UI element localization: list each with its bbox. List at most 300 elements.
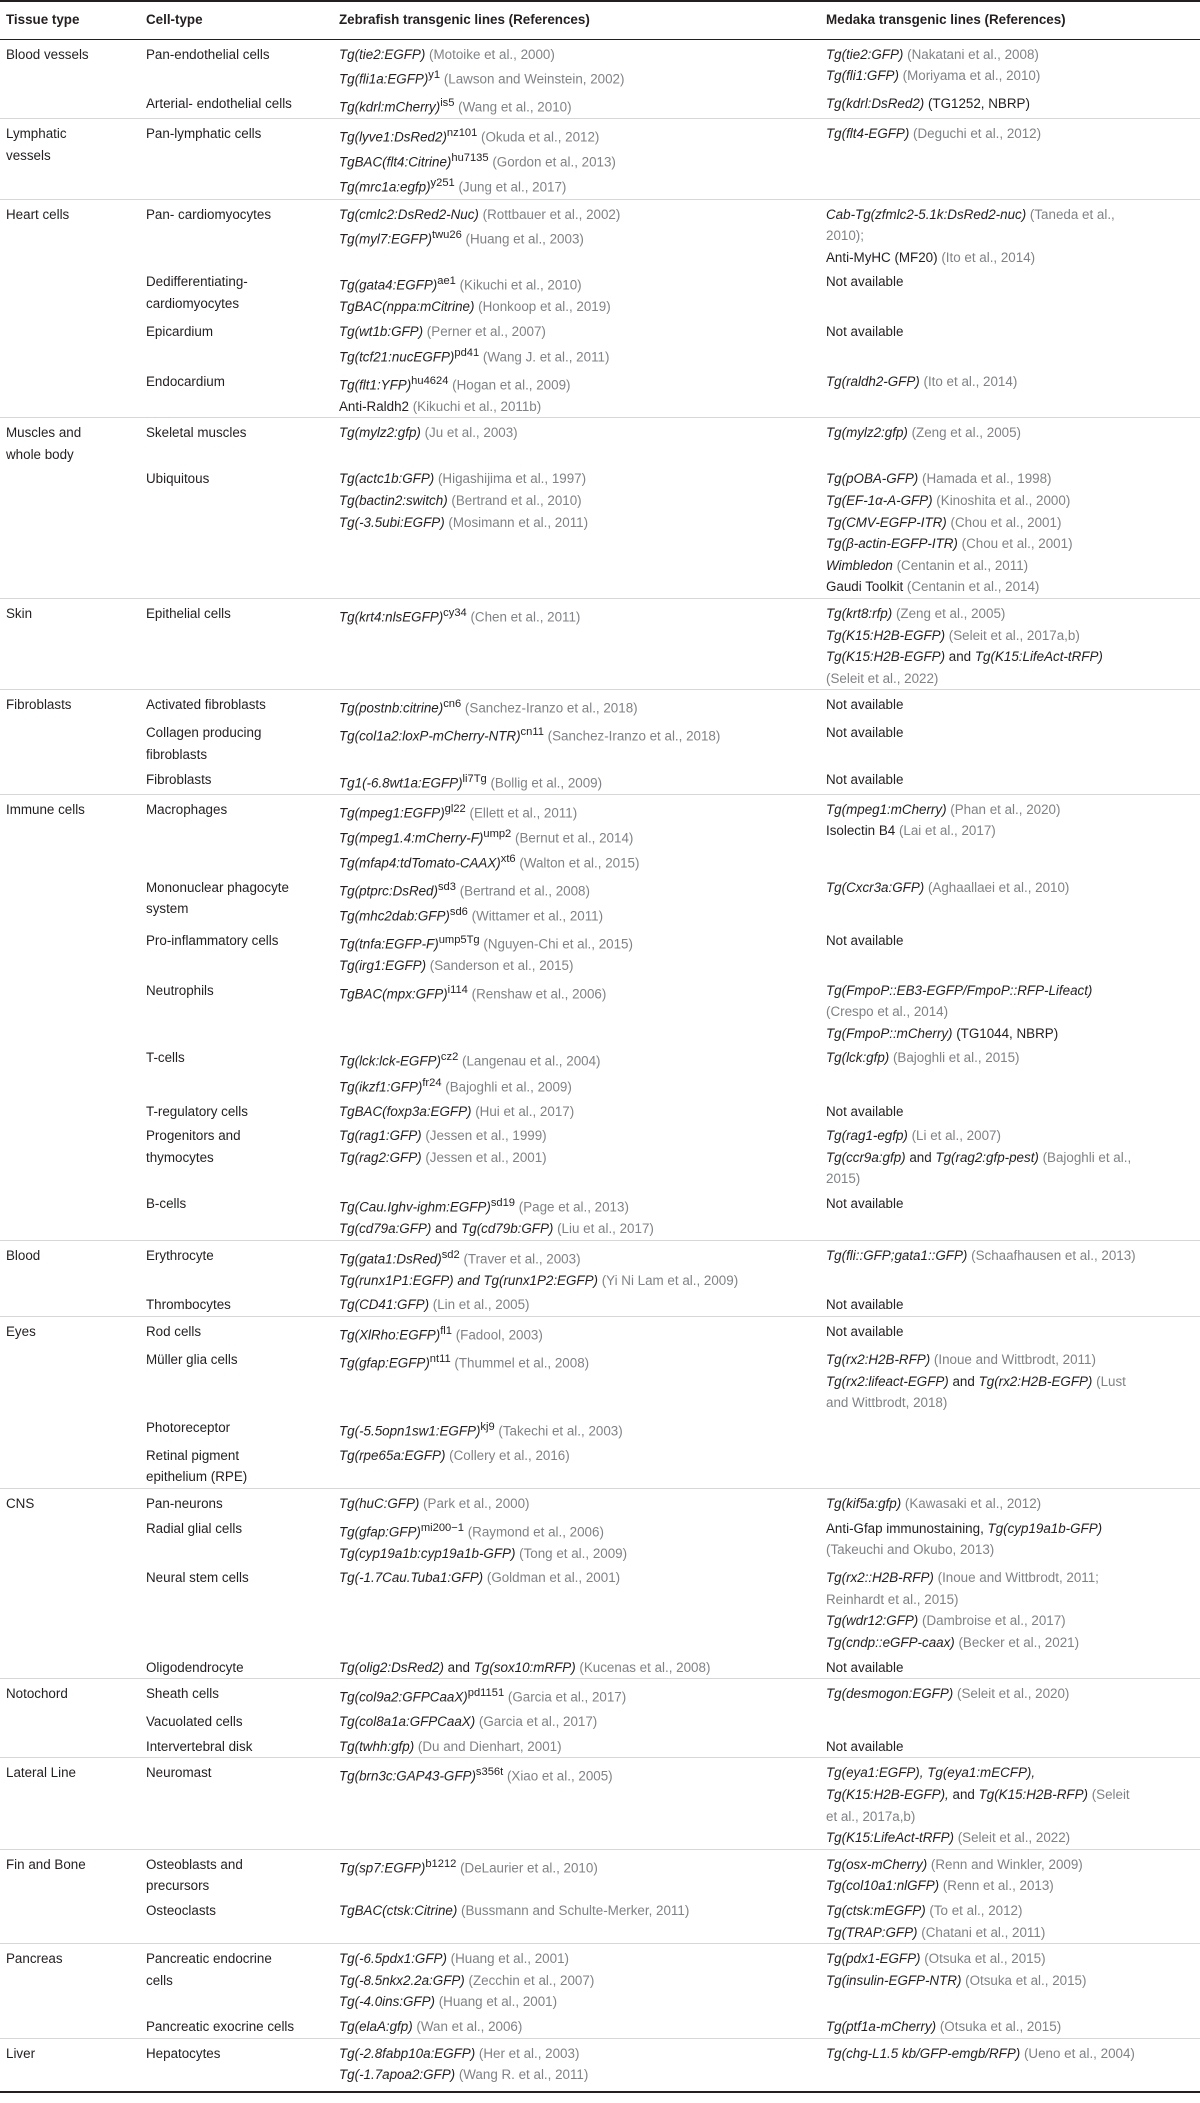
cell-line: [339, 1711, 818, 1733]
table-row: [0, 719, 1200, 765]
table-row: [0, 318, 1200, 368]
cell-type-cell-text: Intervertebral disk: [146, 1738, 253, 1754]
table-row: [0, 418, 1200, 466]
cell-text: and: [948, 1787, 979, 1802]
transgenic-line-name: Tg(raldh2-GFP): [826, 373, 920, 389]
reference-citation: (Renshaw et al., 2006): [467, 986, 607, 1002]
medaka-lines-cell: [820, 874, 1200, 927]
tissue-type-cell-text: Blood vessels: [6, 46, 89, 62]
cell-line: [826, 1922, 1198, 1944]
tissue-type-cell: [0, 90, 140, 119]
cell-text: and: [905, 1149, 936, 1165]
transgenic-line-name: Tg(rx2::H2B-RFP): [826, 1570, 934, 1586]
cell-text: Not available: [826, 1659, 904, 1675]
transgenic-line-name: Tg(-2.8fabp10a:EGFP): [339, 2045, 476, 2061]
cell-text: Not available: [826, 1738, 904, 1754]
cell-line: [826, 799, 1198, 821]
transgenic-line-name: Tg(rx2:H2B-RFP): [826, 1351, 931, 1367]
reference-citation: (Chou et al., 2001): [957, 536, 1073, 552]
cell-type-cell: [140, 1897, 333, 1944]
tissue-type-cell: [0, 1849, 140, 1897]
reference-citation: (Traver et al., 2003): [459, 1251, 581, 1267]
cell-type-cell: [140, 2038, 333, 2092]
tissue-type-cell-text: CNS: [6, 1495, 35, 1511]
tissue-type-cell: [0, 418, 140, 466]
tissue-type-cell: [0, 1944, 140, 2013]
reference-citation: (Ueno et al., 2004): [1020, 2045, 1135, 2061]
tissue-type-cell-text: Fin and Bone: [6, 1856, 86, 1872]
transgenic-line-name: Tg(gata4:EGFP): [339, 277, 438, 293]
reference-citation: (Gordon et al., 2013): [488, 154, 616, 170]
cell-type-cell: [140, 119, 333, 199]
cell-line: [826, 2043, 1198, 2065]
cell-type-cell-text: system: [146, 901, 189, 917]
transgenic-line-name: Tg(K15:LifeAct-tRFP): [974, 649, 1103, 665]
cell-text: Anti-Raldh2: [339, 398, 409, 414]
tissue-type-cell: [0, 1708, 140, 1733]
reference-citation: (Seleit et al., 2020): [953, 1686, 1070, 1702]
cell-line: [339, 1948, 818, 1970]
cell-type-cell: [140, 1758, 333, 1849]
tissue-type-cell: [0, 719, 140, 765]
cell-type-cell: [140, 1291, 333, 1316]
table-row: [0, 1291, 1200, 1316]
cell-line: [826, 1101, 1198, 1123]
cell-type-cell-text: Endocardium: [146, 373, 225, 389]
transgenic-line-name: Tg(lyve1:DsRed2): [339, 129, 447, 145]
cell-type-cell-text: cells: [146, 1972, 173, 1988]
reference-citation: (Park et al., 2000): [419, 1495, 530, 1511]
reference-citation: (Otsuka et al., 2015): [920, 1951, 1046, 1967]
cell-line: [826, 877, 1198, 899]
medaka-lines-cell: [820, 2013, 1200, 2038]
table-row: [0, 2038, 1200, 2092]
allele-designation: cy34: [443, 607, 467, 619]
cell-line: [826, 93, 1198, 115]
header-zebrafish-lines: Zebrafish transgenic lines (References): [333, 1, 820, 39]
zebrafish-lines-cell: [333, 2013, 820, 2038]
tissue-type-cell: [0, 1442, 140, 1489]
reference-citation: (Walton et al., 2015): [515, 855, 640, 871]
medaka-lines-cell: [820, 1122, 1200, 1190]
reference-citation: (Phan et al., 2020): [946, 801, 1061, 817]
reference-citation: (Thummel et al., 2008): [450, 1355, 590, 1371]
table-row: [0, 766, 1200, 795]
cell-line: [826, 769, 1198, 791]
cell-type-cell-text: Epithelial cells: [146, 606, 231, 621]
cell-text: Not available: [826, 1195, 904, 1211]
cell-text: and: [431, 1221, 462, 1236]
cell-line: [339, 849, 818, 874]
reference-citation: (Huang et al., 2001): [446, 1951, 569, 1967]
table-row: [0, 1346, 1200, 1414]
transgenic-line-name: Tg(EF-1α-A-GFP): [826, 493, 933, 509]
reference-citation: (Garcia et al., 2017): [475, 1714, 598, 1730]
table-row: [0, 90, 1200, 119]
transgenic-line-name: Tg(olig2:DsRed2): [339, 1659, 444, 1675]
cell-type-cell-text: Retinal pigment: [146, 1447, 240, 1463]
cell-line: [826, 1047, 1198, 1069]
allele-designation: ae1: [437, 275, 456, 288]
cell-type-cell: [140, 1515, 333, 1565]
reference-citation: (Motoike et al., 2000): [425, 46, 555, 62]
transgenic-line-name: Tg(pOBA-GFP): [826, 471, 919, 487]
zebrafish-lines-cell: [333, 318, 820, 368]
transgenic-line-name: Tg(ccr9a:gfp): [826, 1149, 906, 1165]
cell-line: [339, 1493, 818, 1515]
cell-line: [339, 204, 818, 226]
zebrafish-lines-cell: [333, 268, 820, 318]
table-row: [0, 1044, 1200, 1097]
allele-designation: gl22: [444, 802, 466, 815]
cell-type-cell: [140, 1190, 333, 1240]
medaka-lines-cell: [820, 39, 1200, 90]
zebrafish-lines-cell: [333, 39, 820, 90]
zebrafish-lines-cell: [333, 1564, 820, 1653]
cell-line: [339, 1245, 818, 1270]
transgenic-line-name: Tg(fli1:GFP): [826, 68, 899, 84]
medaka-lines-cell: [820, 1442, 1200, 1489]
tissue-type-cell: [0, 1679, 140, 1709]
transgenic-line-name: Tg(mfap4:tdTomato-CAAX): [339, 855, 501, 871]
reference-citation: (Kawasaki et al., 2012): [901, 1495, 1042, 1511]
zebrafish-lines-cell: [333, 1488, 820, 1514]
transgenic-line-name: Tg(gfap:EGFP): [339, 1355, 430, 1371]
transgenic-line-name: Tg(pdx1-EGFP): [826, 1951, 921, 1967]
reference-citation: (Bajoghli et al., 2015): [889, 1050, 1020, 1066]
transgenic-line-name: Tg(tcf21:nucEGFP): [339, 349, 455, 364]
cell-type-cell-text: T-cells: [146, 1050, 185, 1066]
table-row: [0, 977, 1200, 1045]
cell-type-cell-text: Dedifferentiating-: [146, 274, 248, 290]
reference-citation: (Zecchin et al., 2007): [464, 1972, 595, 1988]
transgenic-line-name: Tg(eya1:EGFP), Tg(eya1:mECFP),: [826, 1765, 1036, 1781]
table-row: [0, 874, 1200, 927]
transgenic-line-name: Tg(Cau.Ighv-ighm:EGFP): [339, 1199, 491, 1215]
table-row: [0, 1316, 1200, 1346]
transgenic-line-name: Tg(-6.5pdx1:GFP): [339, 1951, 447, 1967]
transgenic-line-name: Tg(flt1:YFP): [339, 377, 412, 393]
transgenic-line-name: Tg(cmlc2:DsRed2-Nuc): [339, 206, 479, 222]
transgenic-line-name: Tg(cndp::eGFP-caax): [826, 1634, 955, 1650]
table-row: [0, 1758, 1200, 1849]
medaka-lines-cell: [820, 1897, 1200, 1944]
table-row: [0, 1488, 1200, 1514]
zebrafish-lines-cell: [333, 1758, 820, 1849]
cell-line: [826, 1539, 1198, 1561]
cell-line: [339, 271, 818, 296]
reference-citation: (Chen et al., 2011): [466, 609, 581, 625]
transgenic-line-name: Tg(kdrl:mCherry): [339, 99, 441, 115]
reference-citation: (Kikuchi et al., 2011b): [408, 398, 542, 414]
reference-citation: (Tong et al., 2009): [515, 1545, 628, 1561]
medaka-lines-cell: [820, 1679, 1200, 1709]
cell-text: and: [945, 649, 975, 665]
cell-line: [339, 44, 818, 66]
cell-line: [826, 646, 1198, 668]
cell-type-cell: [140, 690, 333, 720]
cell-line: [339, 980, 818, 1005]
medaka-lines-cell: [820, 199, 1200, 268]
allele-designation: ump2: [483, 827, 512, 840]
cell-type-cell-text: Müller glia cells: [146, 1351, 238, 1367]
table-row: [0, 1564, 1200, 1653]
reference-citation: (Sanchez-Iranzo et al., 2018): [461, 700, 638, 716]
cell-type-cell-text: T-regulatory cells: [146, 1103, 248, 1119]
cell-type-cell-text: Neutrophils: [146, 982, 214, 998]
reference-citation: (Ju et al., 2003): [420, 425, 518, 441]
cell-text: Not available: [826, 323, 904, 339]
reference-citation: 2015): [826, 1171, 861, 1187]
reference-citation: (Honkoop et al., 2019): [474, 299, 611, 315]
cell-line: [339, 769, 818, 794]
tissue-type-cell: [0, 1897, 140, 1944]
medaka-lines-cell: [820, 1758, 1200, 1849]
cell-line: [826, 555, 1198, 577]
tissue-type-cell-text: Liver: [6, 2045, 36, 2061]
reference-citation: (To et al., 2012): [925, 1902, 1023, 1918]
cell-line: [826, 625, 1198, 647]
cell-type-cell: [140, 1679, 333, 1709]
cell-line: [826, 1371, 1198, 1393]
cell-type-cell: [140, 1044, 333, 1097]
cell-line: [826, 1657, 1198, 1679]
medaka-lines-cell: [820, 1944, 1200, 2013]
allele-designation: pd1151: [467, 1687, 505, 1700]
zebrafish-lines-cell: [333, 1733, 820, 1758]
tissue-type-cell: [0, 766, 140, 795]
cell-type-cell: [140, 318, 333, 368]
transgenic-line-name: Tg(bactin2:switch): [339, 493, 448, 509]
cell-line: [339, 799, 818, 824]
transgenic-line-name: Tg(col9a2:GFPCaaX): [339, 1689, 468, 1705]
reference-citation: (Centanin et al., 2011): [892, 557, 1029, 573]
reference-citation: (Seleit: [1087, 1787, 1130, 1802]
cell-line: [339, 490, 818, 512]
zebrafish-lines-cell: [333, 418, 820, 466]
transgenic-line-name: Tg(col8a1a:GFPCaaX): [339, 1714, 476, 1730]
transgenic-line-name: Tg(tnfa:EGFP-F): [339, 936, 439, 952]
transgenic-line-name: Tg(kdrl:DsRed2): [826, 96, 925, 112]
transgenic-line-name: Tg(mpeg1:EGFP): [339, 805, 445, 821]
table-row: [0, 1098, 1200, 1123]
cell-line: [339, 1762, 818, 1787]
cell-line: [826, 1736, 1198, 1758]
cell-line: [826, 1970, 1198, 1992]
cell-line: [339, 1294, 818, 1316]
medaka-lines-cell: [820, 1733, 1200, 1758]
allele-designation: twu26: [432, 229, 462, 242]
zebrafish-lines-cell: [333, 1515, 820, 1565]
allele-designation: b1212: [425, 1857, 457, 1870]
medaka-lines-cell: [820, 119, 1200, 199]
zebrafish-lines-cell: [333, 794, 820, 874]
table-row: [0, 794, 1200, 874]
cell-type-cell: [140, 1733, 333, 1758]
cell-line: [826, 1589, 1198, 1611]
tissue-type-cell: [0, 39, 140, 90]
reference-citation: (Jessen et al., 1999): [421, 1128, 547, 1144]
cell-line: [826, 1001, 1198, 1023]
cell-line: [826, 1392, 1198, 1414]
allele-designation: li7Tg: [462, 772, 487, 785]
header-cell-type: Cell-type: [140, 1, 333, 39]
cell-line: [339, 824, 818, 849]
reference-citation: (Chou et al., 2001): [946, 514, 1062, 530]
cell-line: [339, 694, 818, 719]
zebrafish-lines-cell: [333, 1654, 820, 1679]
cell-text: Not available: [826, 1297, 904, 1313]
medaka-lines-cell: [820, 1564, 1200, 1653]
cell-line: [339, 1349, 818, 1374]
cell-type-cell: [140, 719, 333, 765]
cell-line: [339, 173, 818, 198]
cell-type-cell: [140, 599, 333, 690]
medaka-lines-cell: [820, 90, 1200, 119]
medaka-lines-cell: [820, 465, 1200, 598]
zebrafish-lines-cell: [333, 2038, 820, 2092]
cell-line: [339, 1445, 818, 1467]
reference-citation: (Garcia et al., 2017): [504, 1689, 627, 1705]
cell-line: [339, 396, 818, 418]
transgenic-line-name: Tg(tie2:EGFP): [339, 46, 426, 62]
cell-line: [826, 321, 1198, 343]
medaka-lines-cell: [820, 766, 1200, 795]
transgenic-line-name: Tg(myl7:EGFP): [339, 231, 432, 247]
transgenic-line-name: Tg(desmogon:EGFP): [826, 1686, 954, 1702]
tissue-type-cell: [0, 199, 140, 268]
transgenic-line-name: Tg(chg-L1.5 kb/GFP-emgb/RFP): [826, 2045, 1021, 2061]
transgenic-line-name: Tg(actc1b:GFP): [339, 471, 435, 487]
table-row: [0, 199, 1200, 268]
cell-line: [826, 820, 1198, 842]
tissue-type-cell: [0, 690, 140, 720]
tissue-type-cell-text: Skin: [6, 606, 33, 621]
cell-type-cell: [140, 2013, 333, 2038]
table-row: [0, 1897, 1200, 1944]
tissue-type-cell: [0, 1122, 140, 1190]
cell-type-cell-text: Macrophages: [146, 801, 228, 817]
cell-line: [826, 422, 1198, 444]
reference-citation: (Bollig et al., 2009): [486, 775, 603, 791]
cell-type-cell-text: Osteoclasts: [146, 1902, 216, 1918]
cell-text: (TG1044, NBRP): [952, 1025, 1059, 1041]
medaka-lines-cell: [820, 1414, 1200, 1442]
cell-type-cell: [140, 977, 333, 1045]
transgenic-line-name: Tg(-8.5nkx2.2a:GFP): [339, 1972, 465, 1988]
transgenic-line-name: Tg(postnb:citrine): [339, 700, 444, 716]
transgenic-line-name: Tg(K15:H2B-RFP): [978, 1787, 1088, 1802]
cell-line: [826, 271, 1198, 293]
cell-line: [339, 123, 818, 148]
transgenic-line-name: Tg(mylz2:gfp): [826, 425, 908, 441]
cell-type-cell-text: Osteoblasts and: [146, 1856, 243, 1872]
medaka-lines-cell: [820, 1240, 1200, 1291]
transgenic-line-name: TgBAC(ctsk:Citrine): [339, 1902, 458, 1918]
cell-type-cell-text: Activated fibroblasts: [146, 697, 266, 713]
cell-text: Not available: [826, 1103, 904, 1119]
reference-citation: (Raymond et al., 2006): [463, 1524, 604, 1539]
cell-line: [339, 1270, 818, 1292]
transgenic-line-name: Tg(mrc1a:egfp): [339, 179, 431, 195]
transgenic-line-name: Tg(flt4-EGFP): [826, 126, 910, 142]
zebrafish-lines-cell: [333, 1122, 820, 1190]
reference-citation: (Lust: [1092, 1373, 1126, 1389]
reference-citation: (Fadool, 2003): [452, 1327, 543, 1343]
zebrafish-lines-cell: [333, 1190, 820, 1240]
cell-line: [339, 1125, 818, 1147]
cell-line: [339, 371, 818, 396]
allele-designation: fr24: [422, 1076, 442, 1089]
reference-citation: (Perner et al., 2007): [423, 323, 546, 339]
reference-citation: (Collery et al., 2016): [445, 1447, 570, 1463]
cell-line: [339, 2016, 818, 2038]
cell-line: [826, 980, 1198, 1002]
transgenic-line-name: Tg(CD41:GFP): [339, 1297, 430, 1313]
reference-citation: (Dambroise et al., 2017): [918, 1613, 1066, 1629]
cell-line: [339, 955, 818, 977]
cell-type-cell-text: Fibroblasts: [146, 771, 212, 787]
cell-line: [826, 1518, 1198, 1540]
cell-line: [339, 902, 818, 927]
cell-line: [339, 225, 818, 250]
cell-text: and: [443, 1659, 474, 1675]
cell-line: [826, 533, 1198, 555]
tissue-type-cell-text: Fibroblasts: [6, 697, 72, 713]
reference-citation: (Ito et al., 2014): [937, 249, 1036, 265]
tissue-type-cell: [0, 1291, 140, 1316]
allele-designation: pd41: [454, 346, 480, 359]
zebrafish-lines-cell: [333, 719, 820, 765]
reference-citation: (Hui et al., 2017): [471, 1103, 575, 1119]
cell-text: Anti-Gfap immunostaining,: [826, 1520, 988, 1536]
tissue-type-cell: [0, 1316, 140, 1346]
transgenic-line-name: TgBAC(foxp3a:EGFP): [339, 1103, 472, 1119]
cell-type-cell-text: Progenitors and: [146, 1128, 241, 1144]
cell-type-cell-text: Pan-lymphatic cells: [146, 126, 262, 142]
table-row: [0, 927, 1200, 977]
cell-type-cell-text: Neuromast: [146, 1765, 212, 1781]
tissue-type-cell: [0, 794, 140, 874]
cell-line: [339, 877, 818, 902]
tissue-type-cell-text: Muscles and: [6, 425, 82, 441]
reference-citation: (Bajoghli et al., 2009): [441, 1078, 572, 1094]
transgenic-line-name: Tg(CMV-EGFP-ITR): [826, 514, 947, 530]
tissue-type-cell: [0, 1515, 140, 1565]
transgenic-line-name: Tg(irg1:EGFP): [339, 958, 427, 974]
reference-citation: (Wang R. et al., 2011): [455, 2067, 589, 2083]
reference-citation: (Wang et al., 2010): [454, 99, 572, 115]
table-row: [0, 368, 1200, 418]
cell-line: [826, 603, 1198, 625]
tissue-type-cell-text: Pancreas: [6, 1951, 63, 1967]
cell-line: [826, 1875, 1198, 1897]
reference-citation: (Higashijima et al., 1997): [434, 471, 587, 487]
transgenic-line-name: TgBAC(nppa:mCitrine): [339, 299, 475, 315]
cell-line: [826, 1683, 1198, 1705]
cell-line: [339, 1567, 818, 1589]
cell-line: [826, 1632, 1198, 1654]
reference-citation: (Jessen et al., 2001): [421, 1149, 547, 1165]
tissue-type-cell: [0, 2013, 140, 2038]
reference-citation: (Lai et al., 2017): [895, 823, 996, 839]
cell-type-cell: [140, 90, 333, 119]
cell-type-cell-text: Oligodendrocyte: [146, 1659, 244, 1675]
reference-citation: (Huang et al., 2001): [434, 1994, 558, 2010]
cell-line: [826, 1294, 1198, 1316]
medaka-lines-cell: [820, 318, 1200, 368]
cell-type-cell-text: Pan- cardiomyocytes: [146, 206, 272, 222]
